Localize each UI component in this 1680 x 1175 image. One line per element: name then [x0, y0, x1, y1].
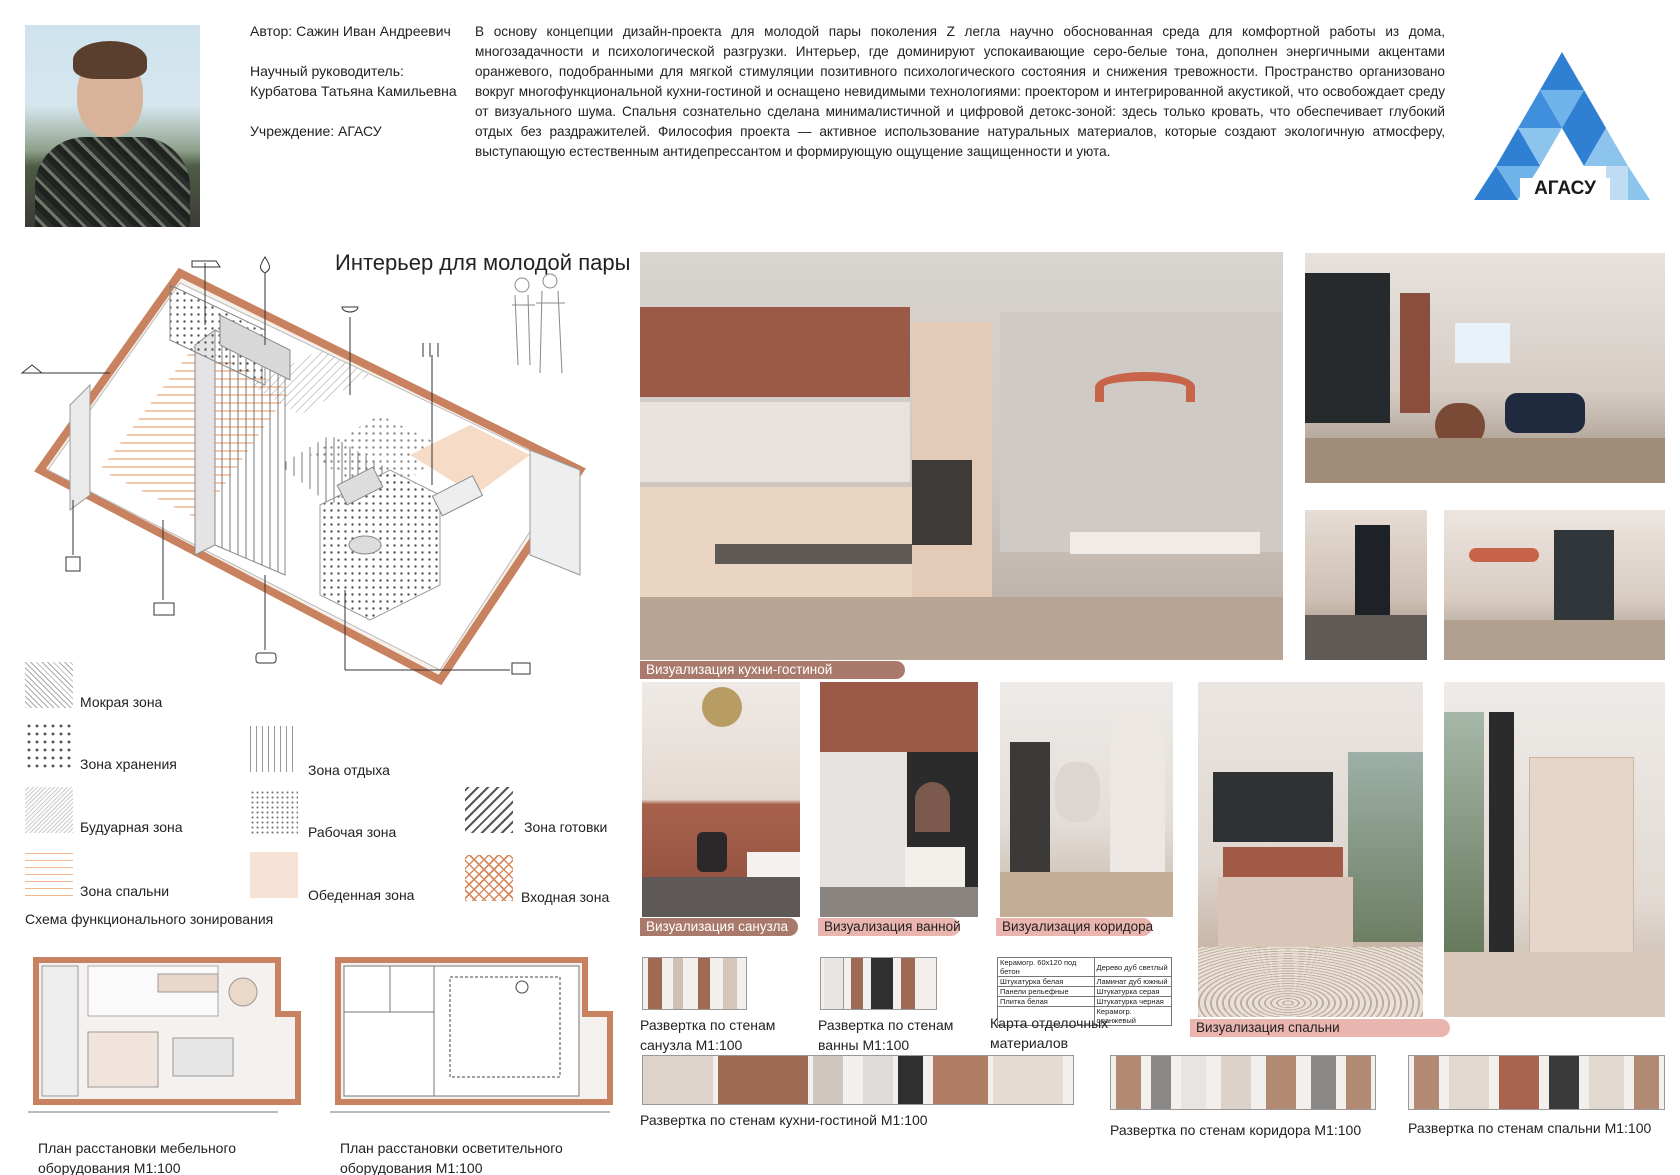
bedroom-elevation-label: Развертка по стенам спальни М1:100 [1408, 1120, 1652, 1136]
table-row [998, 977, 1172, 987]
legend-label-entrance: Входная зона [521, 889, 610, 905]
kitchen-living-render [640, 252, 1283, 660]
material-cell: Штукатурка черная [1094, 997, 1171, 1007]
kitchen-detail-render [1305, 510, 1427, 660]
axon-title: Интерьер для молодой пары [335, 250, 631, 275]
caption-corridor: Визуализация коридора [996, 918, 1152, 936]
wc-elevation [642, 957, 747, 1010]
legend-swatch-work [250, 790, 298, 836]
bath-elevation-label: Развертка по стенам ванны М1:100 [818, 1017, 954, 1053]
bedroom-elevation [1408, 1055, 1665, 1110]
cutlery-icon [423, 343, 438, 357]
legend-swatch-cooking [465, 787, 513, 833]
bath-render [820, 682, 978, 917]
legend-swatch-entrance [465, 855, 513, 901]
materials-label: Карта отделочных материалов [990, 1015, 1109, 1051]
legend-label-boudoir: Будуарная зона [80, 819, 183, 835]
legend-swatch-bedroom [25, 850, 73, 896]
legend-swatch-dining [250, 852, 298, 898]
material-cell: Дерево дуб светлый [1094, 958, 1171, 977]
sofa-icon [256, 653, 276, 663]
kitchen-elevation-label: Развертка по стенам кухни-гостиной М1:100 [640, 1112, 928, 1128]
author-photo [25, 25, 200, 227]
zoning-schema-title: Схема функционального зонирования [25, 911, 274, 927]
couple-sketch [512, 274, 565, 373]
table-row [998, 958, 1172, 977]
legend-label-cooking: Зона готовки [524, 819, 608, 835]
legend-swatch-storage [25, 722, 73, 768]
furniture-plan-label: План расстановки мебельного оборудования М1:100 [38, 1140, 237, 1175]
material-cell: Панели рельефные [998, 987, 1095, 997]
logo-text: АГАСУ [1520, 178, 1610, 200]
bedroom-render [1198, 682, 1423, 1017]
wc-elevation-label: Развертка по стенам санузла М1:100 [640, 1017, 776, 1053]
supervisor-name: Курбатова Татьяна Камильевна [250, 83, 457, 99]
material-cell: Ламинат дуб южный [1094, 977, 1171, 987]
material-cell: Керамогр. оранжевый [1094, 1007, 1171, 1026]
supervisor-title: Научный руководитель: [250, 63, 404, 79]
legend-label-rest: Зона отдыха [308, 762, 390, 778]
legend-label-work: Рабочая зона [308, 824, 397, 840]
kitchen-elevation [642, 1055, 1074, 1105]
legend-label-wet: Мокрая зона [80, 694, 163, 710]
hanger-icon [22, 365, 42, 373]
lighting-plan [310, 952, 620, 1137]
furniture-plan [8, 952, 303, 1137]
dining-detail-render [1444, 510, 1665, 660]
corridor-elevation-label: Развертка по стенам коридора М1:100 [1110, 1122, 1362, 1138]
material-cell: Штукатурка белая [998, 977, 1095, 987]
caption-bath: Визуализация ванной [818, 918, 960, 936]
caption-kitchen: Визуализация кухни-гостиной [640, 661, 905, 679]
material-cell: Штукатурка серая [1094, 987, 1171, 997]
concept-text: В основу концепции дизайн-проекта для молодой пары поколения Z легла научно обоснованная среда для комфортной работы из дома, многозадачности и психологической разгрузки. Интерьер, где доминируют успокаивающие серо-белые тона, дополнен энергичными акцентами оранжевого, подобранными для мягкой стимуляции позитивного психологического состояния и снижения тревожности. Пространство организовано вокруг многофункциональной кухни-гостиной и оснащено невидимыми технологиями: проектором и интегрированной акустикой, что освобождает среду от визуального шума. Спальня сознательно сделана минималистичной и цифровой детокс-зоной: здесь только кровать, что обеспечивает глубокий отдых без раздражителей. Философия проекта — активное использование натуральных материалов, которые создают экологичную атмосферу, выступающую естественным антидепрессантом и формирующую ощущение защищенности и уюта. [475, 24, 1445, 159]
lighting-plan-label: План расстановки осветительного оборудования М1:100 [340, 1140, 563, 1175]
caption-bedroom: Визуализация спальни [1190, 1019, 1450, 1037]
author-name: Автор: Сажин Иван Андреевич [250, 23, 451, 39]
cooking-icon [342, 307, 358, 312]
legend-label-bedroom: Зона спальни [80, 883, 170, 899]
living-room-render [1305, 253, 1665, 483]
legend-label-storage: Зона хранения [80, 756, 177, 772]
bedroom-wardrobe-render [1444, 682, 1665, 1017]
legend-swatch-rest [250, 726, 298, 772]
wc-render [642, 682, 800, 917]
institution: Учреждение: АГАСУ [250, 123, 382, 139]
caption-wc: Визуализация санузла [640, 918, 798, 936]
corridor-render [1000, 682, 1173, 917]
material-cell: Плитка белая [998, 997, 1095, 1007]
bed-icon [154, 603, 174, 615]
material-cell: Керамогр. 60x120 под бетон [998, 958, 1095, 977]
agasu-logo [1460, 50, 1665, 200]
axonometric-drawing [20, 255, 620, 725]
laptop-icon [512, 663, 530, 674]
shoe-icon [192, 261, 220, 267]
corridor-elevation [1110, 1055, 1376, 1110]
table-row [998, 997, 1172, 1007]
legend-swatch-wet [25, 662, 73, 708]
table-row [998, 987, 1172, 997]
legend-label-dining: Обеденная зона [308, 887, 415, 903]
bath-elevation [820, 957, 937, 1010]
water-drop-icon [260, 257, 269, 273]
legend-swatch-boudoir [25, 787, 73, 833]
chair-icon [66, 557, 80, 571]
